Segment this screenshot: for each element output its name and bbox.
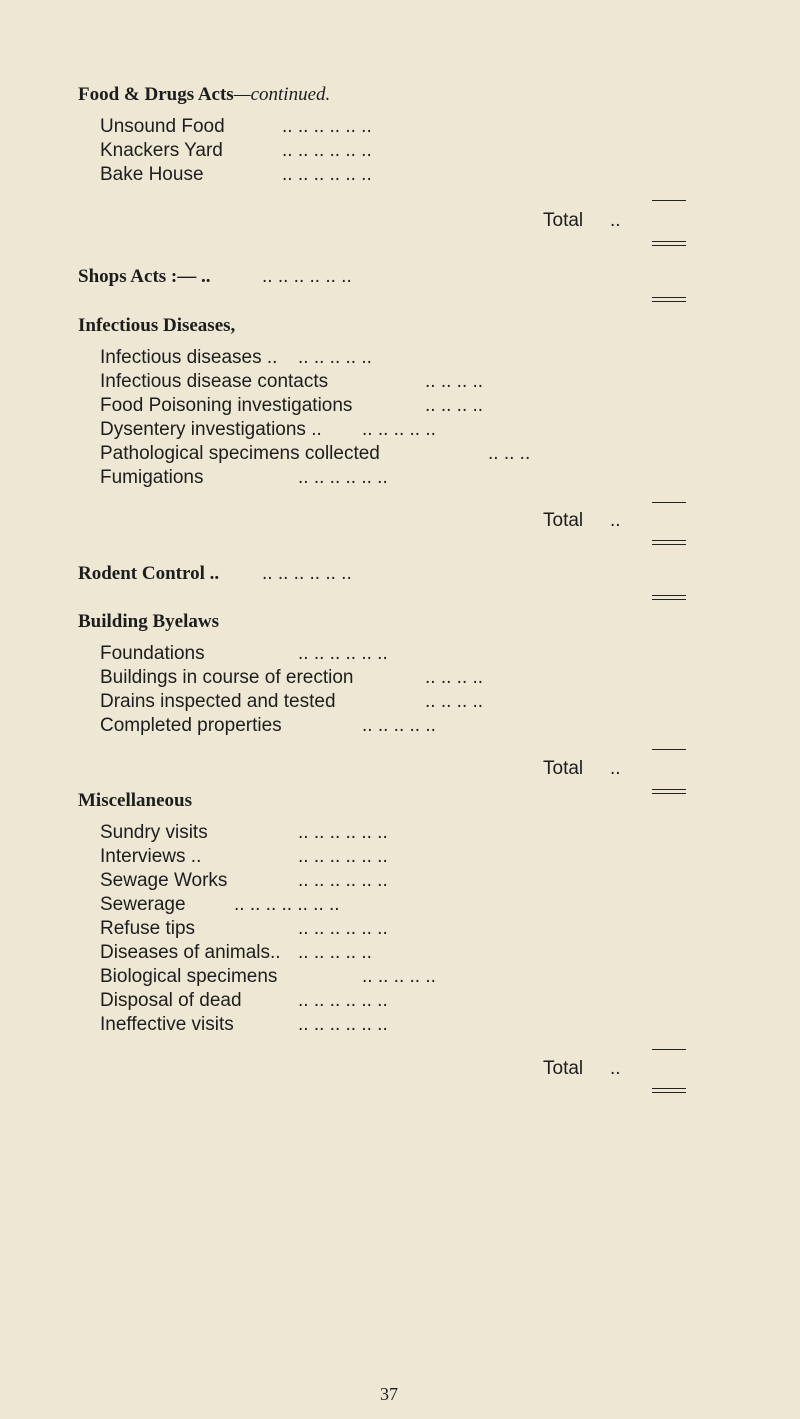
row-label: Sewerage	[100, 894, 186, 915]
section-heading: Infectious Diseases,	[78, 315, 236, 336]
row-label: Completed properties	[100, 715, 282, 736]
leader-dots: .. .. .. ..	[425, 667, 484, 688]
section-heading: Shops Acts :— ..	[78, 266, 211, 287]
total-double-rule	[652, 789, 686, 794]
total-label: Total	[543, 510, 584, 531]
leader-dots: .. .. .. .. .. ..	[298, 1014, 388, 1035]
leader-dots: .. .. .. ..	[425, 395, 484, 416]
leader-dots: .. .. .. .. .. ..	[298, 822, 388, 843]
subtotal-rule	[652, 1049, 686, 1050]
row-label: Biological specimens	[100, 966, 278, 987]
row-label: Sundry visits	[100, 822, 208, 843]
leader-dots: .. .. .. .. .. ..	[282, 140, 372, 161]
heading-title: Food & Drugs Acts	[78, 84, 234, 105]
total-label: Total	[543, 1058, 584, 1079]
leader-dots: ..	[610, 510, 621, 531]
leader-dots: .. .. .. .. .. ..	[298, 846, 388, 867]
total-label: Total	[543, 758, 584, 779]
row-label: Sewage Works	[100, 870, 228, 891]
subtotal-rule	[652, 502, 686, 503]
leader-dots: .. .. .. .. .. ..	[282, 164, 372, 185]
leader-dots: .. .. .. ..	[425, 371, 484, 392]
leader-dots: ..	[610, 758, 621, 779]
leader-dots: .. .. .. .. .. ..	[298, 990, 388, 1011]
leader-dots: .. .. .. .. ..	[298, 347, 372, 368]
leader-dots: .. .. .. .. ..	[298, 942, 372, 963]
row-label: Diseases of animals..	[100, 942, 281, 963]
total-double-rule	[652, 595, 686, 600]
leader-dots: ..	[610, 210, 621, 231]
section-heading: Building Byelaws	[78, 611, 219, 632]
total-double-rule	[652, 1088, 686, 1093]
leader-dots: .. .. .. .. ..	[362, 419, 436, 440]
row-label: Infectious diseases ..	[100, 347, 278, 368]
total-double-rule	[652, 241, 686, 246]
row-label: Food Poisoning investigations	[100, 395, 353, 416]
row-label: Refuse tips	[100, 918, 196, 939]
leader-dots: ..	[610, 1058, 621, 1079]
leader-dots: .. .. .. .. .. ..	[298, 918, 388, 939]
row-label: Bake House	[100, 164, 204, 185]
leader-dots: .. .. .. .. .. ..	[262, 563, 352, 584]
section-heading: Rodent Control ..	[78, 563, 220, 584]
leader-dots: .. .. .. .. .. ..	[298, 870, 388, 891]
leader-dots: .. .. .. .. ..	[362, 715, 436, 736]
row-label: Foundations	[100, 643, 205, 664]
page-heading	[78, 84, 330, 106]
page-number: 37	[380, 1384, 398, 1404]
leader-dots: .. .. .. .. .. ..	[298, 467, 388, 488]
row-label: Drains inspected and tested	[100, 691, 336, 712]
heading-continued: —continued.	[233, 84, 331, 105]
row-label: Pathological specimens collected	[100, 443, 380, 464]
leader-dots: .. .. .. .. .. ..	[298, 643, 388, 664]
subtotal-rule	[652, 749, 686, 750]
row-label: Unsound Food	[100, 116, 225, 137]
leader-dots: .. .. .. .. .. ..	[262, 266, 352, 287]
row-label: Interviews ..	[100, 846, 202, 867]
row-label: Knackers Yard	[100, 140, 223, 161]
leader-dots: .. .. .. .. .. .. ..	[234, 894, 340, 915]
leader-dots: .. .. .. .. .. ..	[282, 116, 372, 137]
row-label: Disposal of dead	[100, 990, 242, 1011]
row-label: Dysentery investigations ..	[100, 419, 322, 440]
subtotal-rule	[652, 200, 686, 201]
row-label: Ineffective visits	[100, 1014, 234, 1035]
leader-dots: .. .. .. ..	[425, 691, 484, 712]
total-label: Total	[543, 210, 584, 231]
section-heading: Miscellaneous	[78, 790, 192, 811]
total-double-rule	[652, 540, 686, 545]
row-label: Fumigations	[100, 467, 204, 488]
row-label: Buildings in course of erection	[100, 667, 354, 688]
leader-dots: .. .. .. .. ..	[362, 966, 436, 987]
leader-dots: .. .. ..	[488, 443, 531, 464]
total-double-rule	[652, 297, 686, 302]
row-label: Infectious disease contacts	[100, 371, 329, 392]
